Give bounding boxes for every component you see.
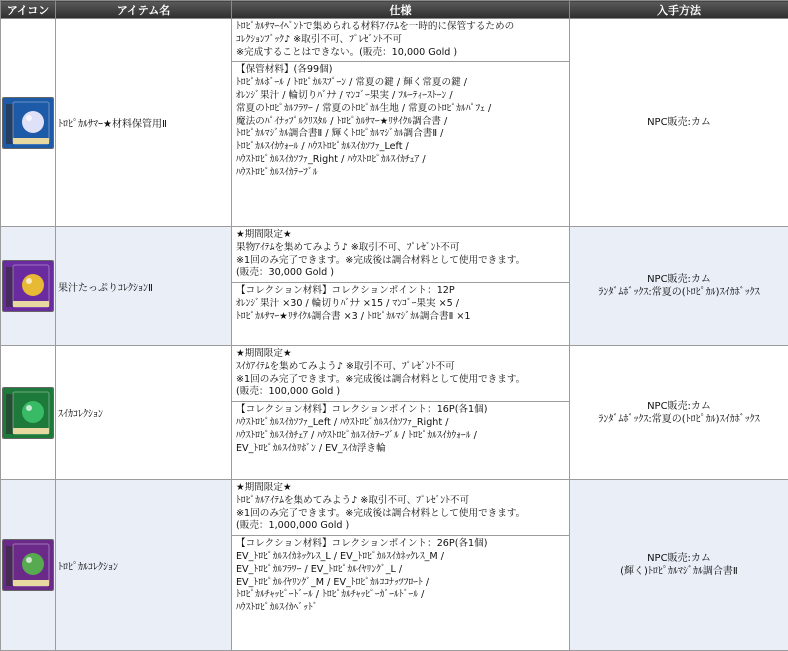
- spec-line: EV_ﾄﾛﾋﾟｶﾙｽｲｶﾘﾎﾞﾝ / EV_ｽｲｶ浮き輪: [236, 443, 565, 456]
- spec-cell: [232, 19, 570, 227]
- header-icon: アイコン: [1, 1, 56, 19]
- spec-line: ★期間限定★: [236, 229, 565, 242]
- spec-line: ﾄﾛﾋﾟｶﾙﾏｼﾞｶﾙ調合書Ⅱ / 輝くﾄﾛﾋﾟｶﾙﾏｼﾞｶﾙ調合書Ⅱ /: [236, 128, 565, 141]
- spec-description: [232, 480, 569, 535]
- spec-materials: [232, 61, 569, 181]
- spec-line: EV_ﾄﾛﾋﾟｶﾙﾌﾗﾜｰ / EV_ﾄﾛﾋﾟｶﾙｲﾔﾘﾝｸﾞ_L /: [236, 564, 565, 577]
- icon-cell: [1, 227, 56, 346]
- table-row: [1, 346, 788, 480]
- item-name: ﾄﾛﾋﾟｶﾙｺﾚｸｼｮﾝ: [56, 480, 232, 651]
- spec-line: (販売：30,000 Gold ): [236, 267, 565, 280]
- spec-line: EV_ﾄﾛﾋﾟｶﾙｽｲｶﾈｯｸﾚｽ_L / EV_ﾄﾛﾋﾟｶﾙｽｲｶﾈｯｸﾚｽ_M /: [236, 551, 565, 564]
- spec-line: ★期間限定★: [236, 348, 565, 361]
- spec-line: ﾄﾛﾋﾟｶﾙｻﾏｰ★ﾘｻｲｸﾙ調合書 ×3 / ﾄﾛﾋﾟｶﾙﾏｼﾞｶﾙ調合書Ⅱ ×1: [236, 311, 565, 324]
- spec-line: ※1回のみ完了できます。※完成後は調合材料として使用できます。: [236, 374, 565, 387]
- spec-line: ﾊｳｽﾄﾛﾋﾟｶﾙｽｲｶｿﾌｧ_Right / ﾊｳｽﾄﾛﾋﾟｶﾙｽｲｶﾁｪｱ /: [236, 154, 565, 167]
- item-name: ｽｲｶｺﾚｸｼｮﾝ: [56, 346, 232, 480]
- header-spec: 仕様: [232, 1, 570, 19]
- acquisition-text: NPC販売:カム: [570, 273, 788, 286]
- spec-line: 【保管材料】(各99個): [236, 64, 565, 77]
- spec-line: 【コレクション材料】コレクションポイント：16P(各1個): [236, 404, 565, 417]
- header-row: [1, 1, 788, 19]
- table-row: [1, 19, 788, 227]
- header-acquisition: 入手方法: [570, 1, 788, 19]
- spec-cell: [232, 480, 570, 651]
- spec-description: [232, 227, 569, 282]
- icon-cell: [1, 346, 56, 480]
- spec-description: [232, 19, 569, 61]
- spec-line: ｵﾚﾝｼﾞ果汁 ×30 / 輪切りﾊﾞﾅﾅ ×15 / ﾏﾝｺﾞｰ果実 ×5 /: [236, 298, 565, 311]
- acquisition-cell: [570, 346, 788, 480]
- acquisition-cell: [570, 480, 788, 651]
- acquisition-text: ﾗﾝﾀﾞﾑﾎﾞｯｸｽ:常夏の(ﾄﾛﾋﾟｶﾙ)ｽｲｶﾎﾞｯｸｽ: [570, 413, 788, 426]
- spec-line: ※完成することはできない。(販売：10,000 Gold ): [236, 47, 565, 60]
- acquisition-text: NPC販売:カム: [570, 552, 788, 565]
- spec-cell: [232, 227, 570, 346]
- acquisition-text: ﾗﾝﾀﾞﾑﾎﾞｯｸｽ:常夏の(ﾄﾛﾋﾟｶﾙ)ｽｲｶﾎﾞｯｸｽ: [570, 286, 788, 299]
- spec-line: ﾄﾛﾋﾟｶﾙｱｲﾃﾑを集めてみよう♪ ※取引不可、ﾌﾟﾚｾﾞﾝﾄ不可: [236, 495, 565, 508]
- spec-line: 果物ｱｲﾃﾑを集めてみよう♪ ※取引不可、ﾌﾟﾚｾﾞﾝﾄ不可: [236, 242, 565, 255]
- spec-line: ﾊｳｽﾄﾛﾋﾟｶﾙｽｲｶﾍﾞｯﾄﾞ: [236, 602, 565, 615]
- juice-collection-book-icon: [2, 260, 54, 312]
- table-row: [1, 227, 788, 346]
- item-name: 果汁たっぷりｺﾚｸｼｮﾝⅡ: [56, 227, 232, 346]
- acquisition-text: (輝く)ﾄﾛﾋﾟｶﾙﾏｼﾞｶﾙ調合書Ⅱ: [570, 565, 788, 578]
- spec-line: (販売：100,000 Gold ): [236, 386, 565, 399]
- spec-description: [232, 346, 569, 401]
- acquisition-text: NPC販売:カム: [570, 400, 788, 413]
- watermelon-collection-book-icon: [2, 387, 54, 439]
- spec-line: 【コレクション材料】コレクションポイント：12P: [236, 285, 565, 298]
- header-item-name: アイテム名: [56, 1, 232, 19]
- spec-line: (販売：1,000,000 Gold ): [236, 520, 565, 533]
- spec-line: ｺﾚｸｼｮﾝﾌﾞｯｸ♪ ※取引不可、ﾌﾟﾚｾﾞﾝﾄ不可: [236, 34, 565, 47]
- spec-line: EV_ﾄﾛﾋﾟｶﾙｲﾔﾘﾝｸﾞ_M / EV_ﾄﾛﾋﾟｶﾙｺｺﾅｯﾂﾌﾛｰﾄ /: [236, 577, 565, 590]
- item-name: ﾄﾛﾋﾟｶﾙｻﾏｰ★材料保管用Ⅱ: [56, 19, 232, 227]
- tropical-collection-book-icon: [2, 539, 54, 591]
- spec-line: ｽｲｶｱｲﾃﾑを集めてみよう♪ ※取引不可、ﾌﾟﾚｾﾞﾝﾄ不可: [236, 361, 565, 374]
- spec-line: ﾄﾛﾋﾟｶﾙﾁｬｯﾋﾟｰﾄﾞｰﾙ / ﾄﾛﾋﾟｶﾙﾁｬｯﾋﾟｰｶﾞｰﾙﾄﾞｰﾙ /: [236, 589, 565, 602]
- spec-materials: [232, 401, 569, 457]
- spec-materials: [232, 535, 569, 617]
- spec-line: 常夏のﾄﾛﾋﾟｶﾙﾌﾗﾜｰ / 常夏のﾄﾛﾋﾟｶﾙ生地 / 常夏のﾄﾛﾋﾟｶﾙﾊﾟﾌｪ /: [236, 103, 565, 116]
- icon-cell: [1, 480, 56, 651]
- icon-cell: [1, 19, 56, 227]
- spec-cell: [232, 346, 570, 480]
- spec-line: ﾊｳｽﾄﾛﾋﾟｶﾙｽｲｶﾁｪｱ / ﾊｳｽﾄﾛﾋﾟｶﾙｽｲｶﾃｰﾌﾞﾙ / ﾄﾛﾋﾟｶﾙｽｲｶｳｫｰﾙ /: [236, 430, 565, 443]
- acquisition-text: NPC販売:カム: [570, 116, 788, 129]
- spec-line: 魔法のﾊﾟｲﾅｯﾌﾟﾙｸﾘｽﾀﾙ / ﾄﾛﾋﾟｶﾙｻﾏｰ★ﾘｻｲｸﾙ調合書 /: [236, 116, 565, 129]
- spec-line: ★期間限定★: [236, 482, 565, 495]
- spec-line: 【コレクション材料】コレクションポイント：26P(各1個): [236, 538, 565, 551]
- tropical-material-book-icon: [2, 97, 54, 149]
- spec-line: ﾊｳｽﾄﾛﾋﾟｶﾙｽｲｶｿﾌｧ_Left / ﾊｳｽﾄﾛﾋﾟｶﾙｽｲｶｿﾌｧ_Right /: [236, 417, 565, 430]
- spec-line: ﾄﾛﾋﾟｶﾙﾎﾞｰﾙ / ﾄﾛﾋﾟｶﾙｽﾌﾟｰﾝ / 常夏の鍵 / 輝く常夏の鍵 /: [236, 77, 565, 90]
- spec-line: ※1回のみ完了できます。※完成後は調合材料として使用できます。: [236, 508, 565, 521]
- acquisition-cell: [570, 19, 788, 227]
- spec-line: ﾄﾛﾋﾟｶﾙｽｲｶｳｫｰﾙ / ﾊｳｽﾄﾛﾋﾟｶﾙｽｲｶｿﾌｧ_Left /: [236, 141, 565, 154]
- spec-line: ｵﾚﾝｼﾞ果汁 / 輪切りﾊﾞﾅﾅ / ﾏﾝｺﾞｰ果実 / ﾌﾙｰﾃｨｰｽﾄｰﾝ /: [236, 90, 565, 103]
- spec-materials: [232, 282, 569, 325]
- table-row: [1, 480, 788, 651]
- spec-line: ﾊｳｽﾄﾛﾋﾟｶﾙｽｲｶﾃｰﾌﾞﾙ: [236, 167, 565, 180]
- spec-line: ※1回のみ完了できます。※完成後は調合材料として使用できます。: [236, 255, 565, 268]
- acquisition-cell: [570, 227, 788, 346]
- spec-line: ﾄﾛﾋﾟｶﾙｻﾏｰｲﾍﾞﾝﾄで集められる材料ｱｲﾃﾑを一時的に保管するための: [236, 21, 565, 34]
